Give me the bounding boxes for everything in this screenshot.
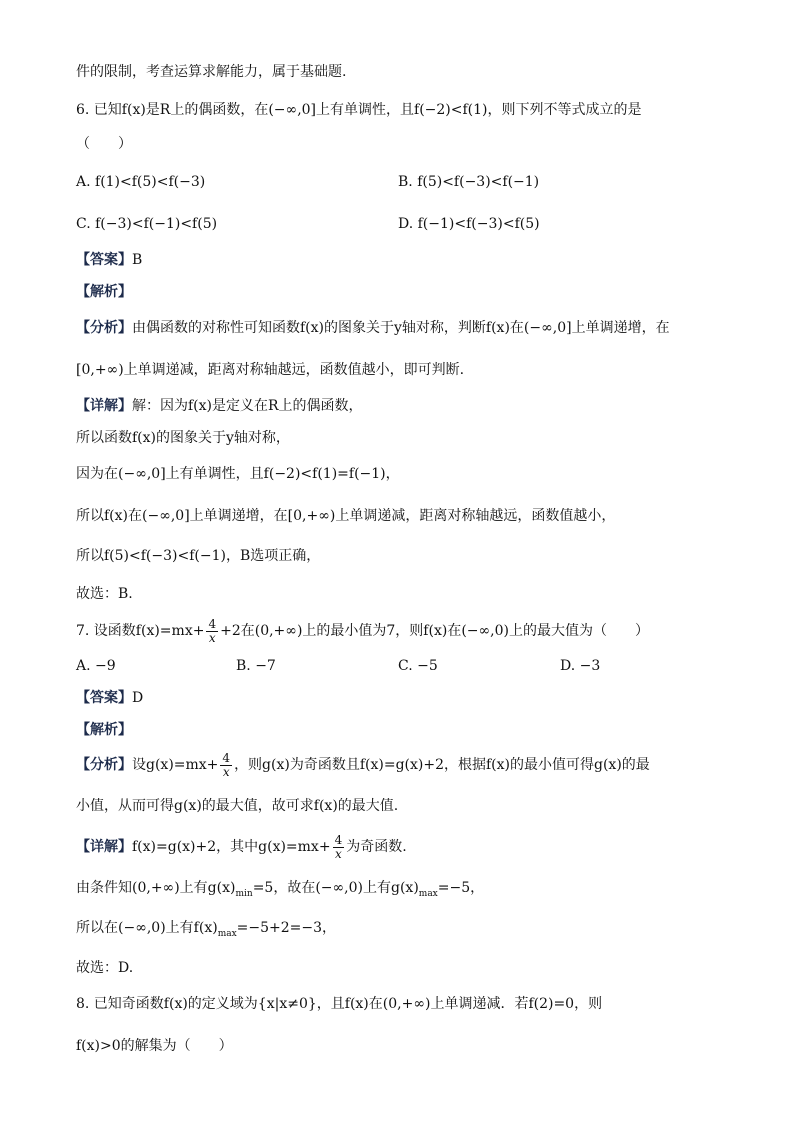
analysis-text-post: ，则g(x)为奇函数且f(x)=g(x)+2，根据f(x)的最小值可得g(x)的最	[234, 757, 650, 773]
detail-7-line-3	[76, 918, 336, 944]
question-6-option-d: D. f(−1)<f(−3)<f(5)	[398, 216, 540, 232]
question-7-option-a: A. −9	[76, 658, 116, 674]
q7-text-post: +2在(0,+∞)上的最小值为7，则f(x)在(−∞,0)上的最大值为（ ）	[220, 623, 649, 639]
text-line: 件的限制，考查运算求解能力，属于基础题.	[76, 64, 347, 80]
question-7-option-d: D. −3	[560, 658, 601, 674]
detail-6-line-3: 因为在(−∞,0]上有单调性，且f(−2)<f(1)=f(−1)，	[76, 466, 400, 482]
fraction	[220, 752, 232, 779]
answer-value: B	[132, 252, 143, 268]
detail-7-line-1	[76, 832, 407, 862]
answer-7	[76, 688, 143, 708]
detail-tag: 【详解】	[76, 398, 132, 414]
analysis-text-pre: 设g(x)=mx+	[132, 757, 219, 773]
fraction-denominator: x	[208, 630, 216, 645]
fraction-numerator: 4	[222, 750, 231, 765]
analysis-tag: 【分析】	[76, 320, 132, 336]
fraction	[206, 618, 218, 645]
question-6-paren: （ ）	[76, 136, 132, 152]
analysis-heading: 【解析】	[76, 722, 132, 738]
detail-7-line-2	[76, 878, 484, 904]
question-6-option-c: C. f(−3)<f(−1)<f(5)	[76, 216, 218, 232]
analysis-6-line-1	[76, 318, 670, 338]
analysis-text: 由偶函数的对称性可知函数f(x)的图象关于y轴对称，判断f(x)在(−∞,0]上单调递增，在	[132, 320, 670, 336]
question-8-stem: 8. 已知奇函数f(x)的定义域为{x|x≠0}，且f(x)在(0,+∞)上单调递减．若f(2)=0，则	[76, 996, 603, 1012]
detail-7-line-4: 故选：D.	[76, 960, 134, 976]
question-6-option-b: B. f(5)<f(−3)<f(−1)	[398, 174, 540, 190]
fraction-denominator: x	[222, 764, 230, 779]
detail-text: 解：因为f(x)是定义在R上的偶函数，	[132, 398, 363, 414]
detail-text: =−5，	[437, 880, 485, 896]
q7-text-pre: 7. 设函数f(x)=mx+	[76, 623, 205, 639]
detail-6-line-6: 故选：B.	[76, 586, 133, 602]
answer-6	[76, 250, 142, 270]
question-7-stem	[76, 616, 649, 646]
fraction-numerator: 4	[208, 616, 217, 631]
subscript: min	[235, 889, 253, 899]
detail-text-post: 为奇函数.	[346, 839, 407, 855]
subscript: max	[418, 889, 438, 899]
question-6-option-a: A. f(1)<f(5)<f(−3)	[76, 174, 206, 190]
answer-tag: 【答案】	[76, 252, 132, 268]
question-7-option-b: B. −7	[236, 658, 276, 674]
fraction-denominator: x	[335, 846, 342, 861]
detail-6-line-1	[76, 396, 363, 416]
detail-text-pre: f(x)=g(x)+2，其中g(x)=mx+	[132, 839, 331, 855]
detail-tag: 【详解】	[76, 839, 132, 855]
question-8-stem-2: f(x)>0的解集为（ ）	[76, 1038, 233, 1054]
detail-6-line-4: 所以f(x)在(−∞,0]上单调递增，在[0,+∞)上单调递减，距离对称轴越远，函数值越小，	[76, 508, 616, 524]
analysis-6-line-2: [0,+∞)上单调递减，距离对称轴越远，函数值越小，即可判断.	[76, 362, 465, 378]
analysis-7-line-1	[76, 750, 650, 780]
answer-value: D	[132, 690, 144, 706]
subscript: max	[217, 929, 237, 939]
detail-text: 由条件知(0,+∞)上有g(x)	[76, 880, 236, 896]
detail-text: =5，故在(−∞,0)上有g(x)	[252, 880, 419, 896]
answer-tag: 【答案】	[76, 690, 132, 706]
question-6-stem: 6. 已知f(x)是R上的偶函数，在(−∞,0]上有单调性，且f(−2)<f(1)，则下列不等式成立的是	[76, 102, 642, 118]
fraction	[333, 834, 345, 861]
question-7-option-c: C. −5	[398, 658, 438, 674]
analysis-tag: 【分析】	[76, 757, 132, 773]
detail-text: 所以在(−∞,0)上有f(x)	[76, 920, 218, 936]
fraction-numerator: 4	[334, 832, 343, 847]
detail-6-line-2: 所以函数f(x)的图象关于y轴对称，	[76, 430, 290, 446]
detail-6-line-5: 所以f(5)<f(−3)<f(−1)，B选项正确，	[76, 548, 321, 564]
analysis-heading: 【解析】	[76, 284, 132, 300]
analysis-7-line-2: 小值，从而可得g(x)的最大值，故可求f(x)的最大值.	[76, 798, 399, 814]
detail-text: =−5+2=−3，	[236, 920, 337, 936]
